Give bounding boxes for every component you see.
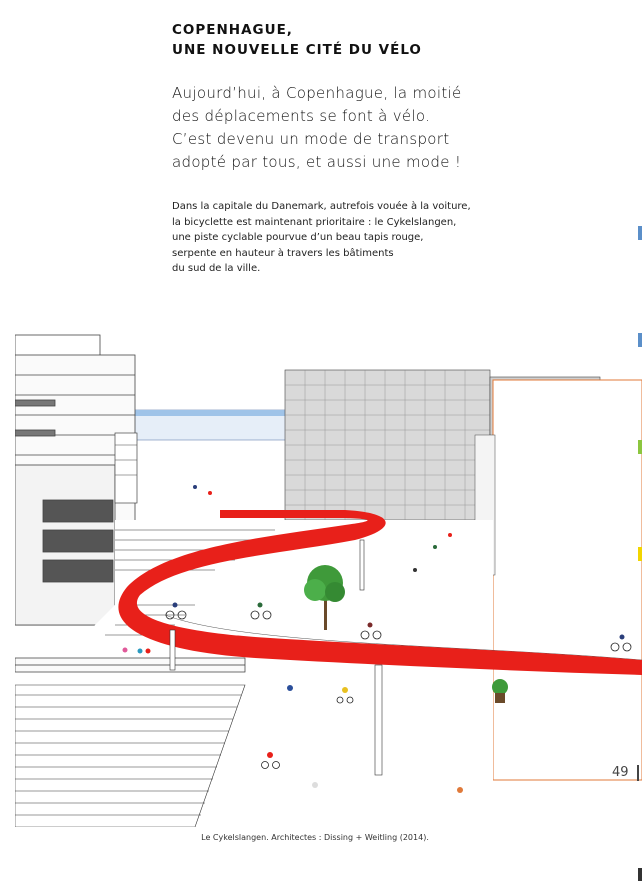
right-building (475, 380, 642, 780)
body-line: une piste cyclable pourvue d’un beau tapis rouge, (172, 232, 424, 243)
figure-caption: Le Cykelslangen. Architectes : Dissing + Weitling (2014). (201, 833, 429, 842)
body-line: la bicyclette est maintenant prioritaire : le Cykelslangen, (172, 216, 457, 228)
chapter-tab-dark (638, 868, 642, 881)
page-number-divider (637, 765, 639, 781)
lead-line: des déplacements se font à vélo. (172, 107, 431, 125)
lead-paragraph (172, 82, 572, 174)
body-line: Dans la capitale du Danemark, autrefois vouée à la voiture, (172, 201, 471, 212)
body-line: serpente en hauteur à travers les bâtiments (172, 247, 394, 259)
chapter-tab-blue (638, 333, 642, 347)
page-number: 49 (612, 765, 629, 780)
lower-bridge (15, 658, 245, 672)
lead-line: Aujourd’hui, à Copenhague, la moitié (172, 84, 462, 102)
lead-line: C’est devenu un mode de transport (172, 130, 450, 148)
heading-line-1: COPENHAGUE, (172, 22, 293, 38)
cykelslangen-illustration (15, 315, 642, 827)
chapter-tab-blue (638, 226, 642, 240)
body-paragraph (172, 199, 552, 277)
body-line: du sud de la ville. (172, 263, 261, 274)
heading-line-2: UNE NOUVELLE CITÉ DU VÉLO (172, 42, 422, 58)
chapter-tab-yellow (638, 547, 642, 561)
lead-line: adopté par tous, et aussi une mode ! (172, 153, 462, 171)
chapter-tab-green (638, 440, 642, 454)
article-heading (172, 20, 572, 60)
